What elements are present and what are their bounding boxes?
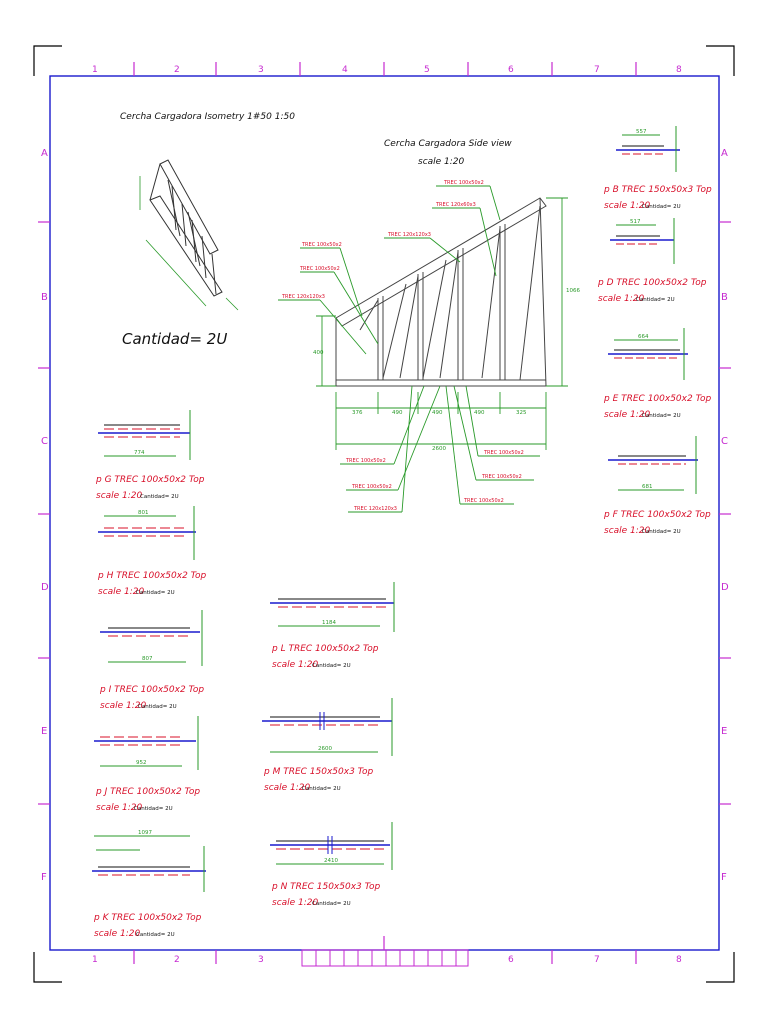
part-m-scale: scale 1:20 <box>264 783 311 793</box>
left-height-dim: 400 <box>313 350 324 356</box>
col-label: 2 <box>174 955 180 965</box>
part-n-scale: scale 1:20 <box>272 898 319 908</box>
part-d-scale: scale 1:20 <box>598 294 645 304</box>
part-j-qty: Cantidad= 2U <box>134 806 173 812</box>
part-j-scale: scale 1:20 <box>96 803 143 813</box>
part-b-label: p B TREC 150x50x3 Top <box>604 185 712 195</box>
member-label: TREC 120x120x3 <box>388 232 431 238</box>
part-l-qty: Cantidad= 2U <box>312 663 351 669</box>
part-i-label: p I TREC 100x50x2 Top <box>100 685 205 695</box>
part-n-qty: Cantidad= 2U <box>312 901 351 907</box>
col-label: 1 <box>92 955 98 965</box>
part-e-dim: 664 <box>638 334 649 340</box>
part-b-dim: 557 <box>636 129 647 135</box>
isometry-title: Cercha Cargadora Isometry 1#50 1:50 <box>120 112 295 122</box>
part-d-label: p D TREC 100x50x2 Top <box>598 278 707 288</box>
side-view-member-labels <box>281 180 524 512</box>
side-view-title: Cercha Cargadora Side view <box>384 139 512 149</box>
part-f-scale: scale 1:20 <box>604 526 651 536</box>
bottom-dim-3: 490 <box>432 410 443 416</box>
part-f-dim: 681 <box>642 484 653 490</box>
bottom-dim-5: 325 <box>516 410 527 416</box>
member-label: TREC 120x120x3 <box>282 294 325 300</box>
part-k-drawing <box>92 836 206 892</box>
col-label: 5 <box>424 65 430 75</box>
member-label: TREC 120x60x3 <box>436 202 476 208</box>
member-label: TREC 100x50x2 <box>444 180 484 186</box>
member-label: TREC 100x50x2 <box>484 450 524 456</box>
member-label: TREC 100x50x2 <box>300 266 340 272</box>
col-label: 6 <box>508 65 514 75</box>
part-n-label: p N TREC 150x50x3 Top <box>272 882 381 892</box>
part-g-label: p G TREC 100x50x2 Top <box>96 475 205 485</box>
row-label: F <box>41 872 47 883</box>
part-e-scale: scale 1:20 <box>604 410 651 420</box>
row-label: D <box>721 582 729 593</box>
part-d-dim: 517 <box>630 219 641 225</box>
side-view-dim-text <box>313 288 580 452</box>
part-j-label: p J TREC 100x50x2 Top <box>96 787 201 797</box>
cantidad-label: Cantidad= 2U <box>122 330 228 348</box>
part-i-dim: 807 <box>142 656 153 662</box>
part-n-dim: 2410 <box>324 858 338 864</box>
part-m-qty: Cantidad= 2U <box>302 786 341 792</box>
side-view-truss <box>336 198 546 386</box>
part-f-qty: Cantidad= 2U <box>642 529 681 535</box>
part-i-scale: scale 1:20 <box>100 701 147 711</box>
member-label: TREC 100x50x2 <box>352 484 392 490</box>
part-k-label: p K TREC 100x50x2 Top <box>94 913 202 923</box>
part-h-label: p H TREC 100x50x2 Top <box>98 571 207 581</box>
side-view-scale: scale 1:20 <box>418 157 465 167</box>
part-g-dim: 774 <box>134 450 145 456</box>
row-label: D <box>41 582 49 593</box>
part-b-scale: scale 1:20 <box>604 201 651 211</box>
isometric-truss <box>150 160 222 296</box>
col-label: 4 <box>342 65 348 75</box>
row-label: B <box>721 292 728 303</box>
part-h-dim: 801 <box>138 510 149 516</box>
col-label: 7 <box>594 65 600 75</box>
part-l-scale: scale 1:20 <box>272 660 319 670</box>
row-label: A <box>41 148 48 159</box>
part-e-label: p E TREC 100x50x2 Top <box>604 394 712 404</box>
row-label: B <box>41 292 48 303</box>
bottom-dim-2: 490 <box>392 410 403 416</box>
col-label: 3 <box>258 955 264 965</box>
col-label: 3 <box>258 65 264 75</box>
col-label: 8 <box>676 955 682 965</box>
part-g-scale: scale 1:20 <box>96 491 143 501</box>
part-e-qty: Cantidad= 2U <box>642 413 681 419</box>
row-labels-right <box>721 148 729 883</box>
part-l-label: p L TREC 100x50x2 Top <box>272 644 379 654</box>
column-labels-top <box>92 65 682 75</box>
part-j-dim: 952 <box>136 760 147 766</box>
right-height-dim: 1066 <box>566 288 580 294</box>
part-b-qty: Cantidad= 2U <box>642 204 681 210</box>
isometric-dims <box>140 176 238 310</box>
col-label: 6 <box>508 955 514 965</box>
member-label: TREC 100x50x2 <box>482 474 522 480</box>
row-label: C <box>721 436 728 447</box>
column-labels-bottom <box>92 955 682 965</box>
part-quantities <box>134 204 681 938</box>
col-label: 1 <box>92 65 98 75</box>
title-block-stub <box>302 950 468 966</box>
part-b-drawing <box>616 126 680 172</box>
part-g-qty: Cantidad= 2U <box>140 494 179 500</box>
part-d-qty: Cantidad= 2U <box>636 297 675 303</box>
part-k-scale: scale 1:20 <box>94 929 141 939</box>
bottom-dim-1: 376 <box>352 410 363 416</box>
part-m-label: p M TREC 150x50x3 Top <box>264 767 374 777</box>
part-k-dim: 1097 <box>138 830 152 836</box>
member-label: TREC 120x120x3 <box>354 506 397 512</box>
row-label: E <box>41 726 48 737</box>
part-h-scale: scale 1:20 <box>98 587 145 597</box>
part-f-drawing <box>608 436 698 494</box>
part-h-qty: Cantidad= 2U <box>136 590 175 596</box>
part-m-dim: 2600 <box>318 746 332 752</box>
row-label: E <box>721 726 728 737</box>
row-labels-left <box>41 148 49 883</box>
part-scales <box>94 201 651 939</box>
col-label: 7 <box>594 955 600 965</box>
bottom-dim-4: 490 <box>474 410 485 416</box>
part-i-qty: Cantidad= 2U <box>138 704 177 710</box>
row-label: F <box>721 872 727 883</box>
row-label: C <box>41 436 48 447</box>
part-d-drawing <box>610 218 674 264</box>
member-label: TREC 100x50x2 <box>346 458 386 464</box>
part-f-label: p F TREC 100x50x2 Top <box>604 510 711 520</box>
part-l-dim: 1184 <box>322 620 336 626</box>
member-label: TREC 100x50x2 <box>302 242 342 248</box>
member-label: TREC 100x50x2 <box>464 498 504 504</box>
col-label: 2 <box>174 65 180 75</box>
row-label: A <box>721 148 728 159</box>
total-length-dim: 2600 <box>432 446 446 452</box>
part-k-qty: Cantidad= 2U <box>136 932 175 938</box>
col-label: 8 <box>676 65 682 75</box>
